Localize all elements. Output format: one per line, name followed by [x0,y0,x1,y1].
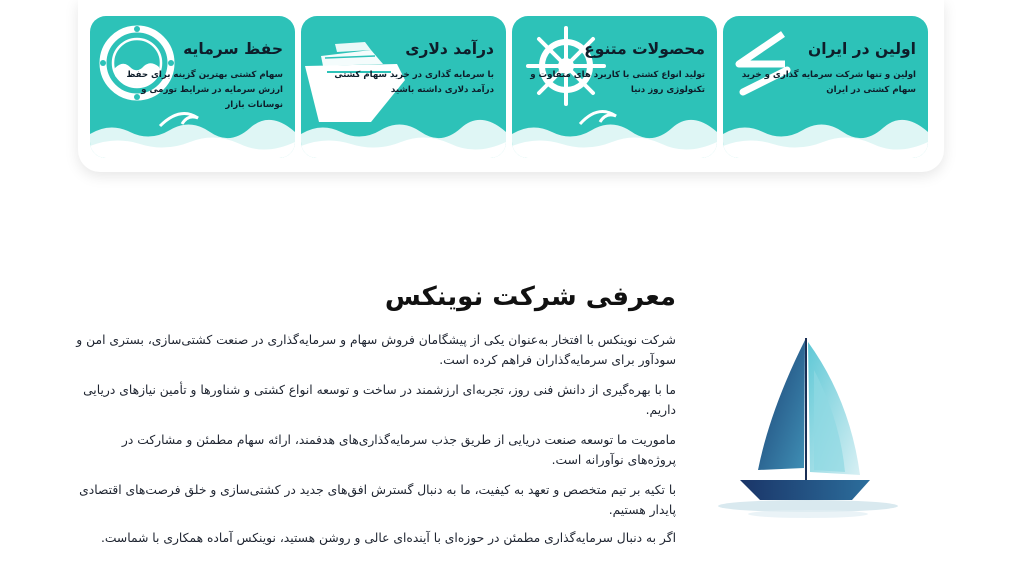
feature-title: حفظ سرمایه [183,40,283,58]
intro-paragraph: شرکت نوینکس با افتخار به‌عنوان یکی از پیشگامان فروش سهام و سرمایه‌گذاری در صنعت کشتی‌سازی، بستری امن و سودآور برای سرمایه‌گذاران فراهم کرده است. [76,333,676,367]
intro-paragraph: اگر به دنبال سرمایه‌گذاری مطمئن در حوزه‌ای با آینده‌ای عالی و روشن هستید، نوینکس آماده همکاری با شماست. [100,531,676,545]
intro-paragraph: ماموریت ما توسعه صنعت دریایی از طریق جذب سرمایه‌گذاری‌های هدفمند، ارائه سهام مطمئن و مشارکت در پروژه‌های نوآورانه است. [121,433,676,467]
intro-title: معرفی شرکت نوینکس [384,282,676,312]
wave-decoration [301,98,506,158]
feature-title: محصولات متنوع [584,40,705,58]
feature-card-dollar-income[interactable] [301,16,506,158]
wave-decoration [512,98,717,158]
feature-title: درآمد دلاری [405,40,494,58]
feature-title: اولین در ایران [807,40,916,58]
feature-description: اولین و تنها شرکت سرمایه گذاری و خرید سهام کشتی در ایران [741,70,916,95]
features-panel [78,0,944,172]
feature-description: با سرمایه گذاری در خرید سهام کشتی درآمد دلاری داشته باشید [334,70,494,95]
intro-paragraph: با تکیه بر تیم متخصص و تعهد به کیفیت، ما به دنبال گسترش افق‌های جدید در کشتی‌سازی و خلق فرصت‌های اقتصادی پایدار هستیم. [79,483,676,517]
wave-decoration [90,98,295,158]
feature-description: سهام کشتی بهترین گزینه برای حفظ ارزش سرمایه در شرایط تورمی و نوسانات بازار [126,70,283,110]
wave-decoration [723,98,928,158]
feature-card-capital-preservation[interactable] [90,16,295,158]
intro-paragraph: ما با بهره‌گیری از دانش فنی روز، تجربه‌ای ارزشمند در ساخت و توسعه انواع کشتی و شناورها و تأمین نیازهای دریایی داریم. [83,383,676,417]
feature-description: تولید انواع کشتی با کاربرد های متفاوت و تکنولوژی روز دنیا [530,70,705,95]
sailboat-icon [700,330,915,545]
feature-card-diverse-products[interactable] [512,16,717,158]
feature-card-first-in-iran[interactable] [723,16,928,158]
